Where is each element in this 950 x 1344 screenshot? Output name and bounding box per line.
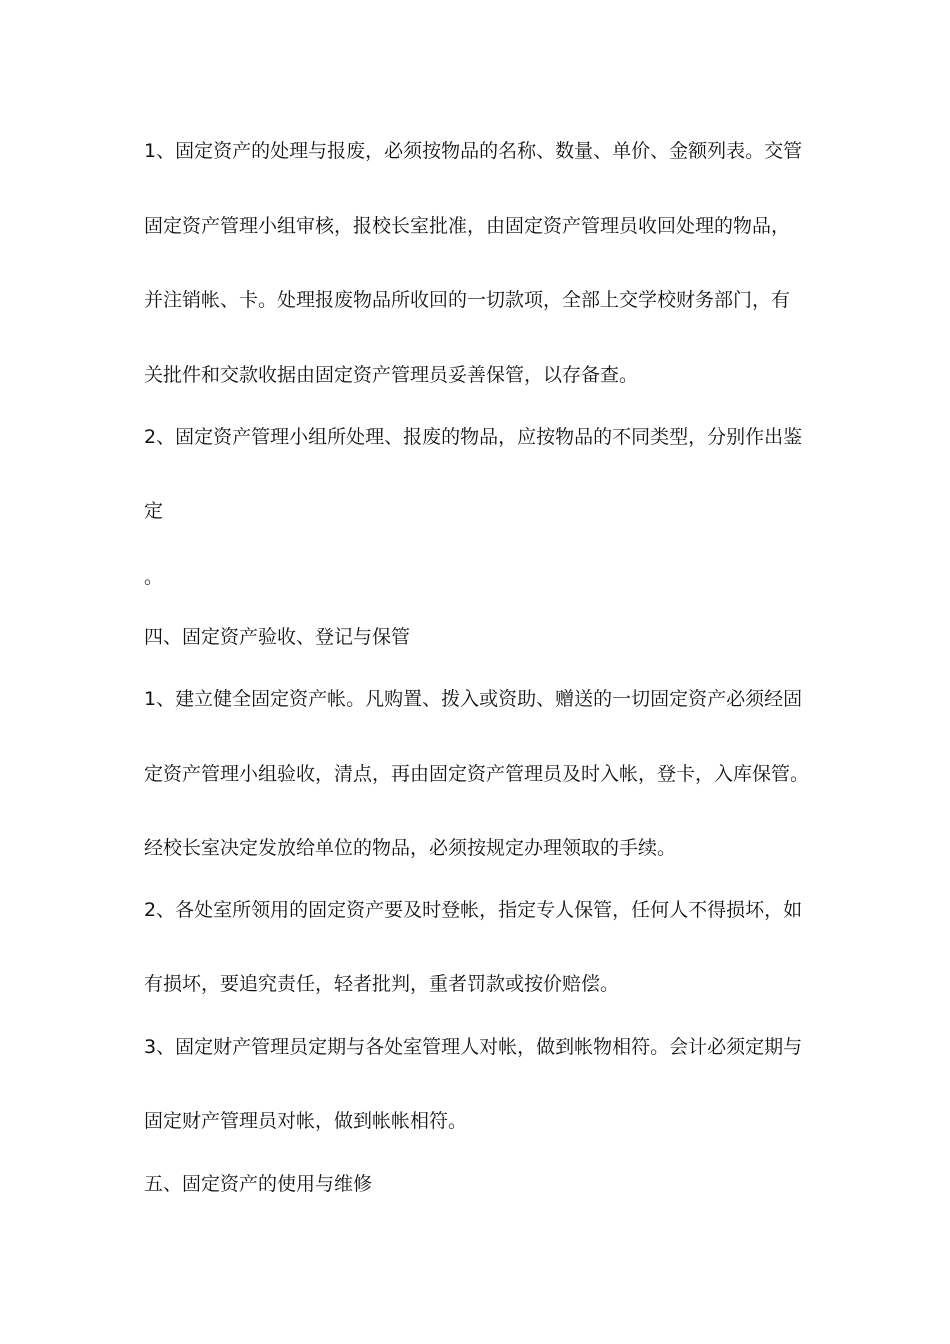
paragraph-line: 固定资产管理小组审核，报校长室批准，由固定资产管理员收回处理的物品， (144, 215, 791, 237)
paragraph-line: 并注销帐、卡。处理报废物品所收回的一切款项，全部上交学校财务部门，有 (144, 289, 791, 311)
paragraph-line: 2、固定资产管理小组所处理、报废的物品，应按物品的不同类型，分别作出鉴 (144, 426, 803, 448)
paragraph-line: 1、固定资产的处理与报废，必须按物品的名称、数量、单价、金额列表。交管 (144, 140, 803, 162)
paragraph-line: 3、固定财产管理员定期与各处室管理人对帐，做到帐物相符。会计必须定期与 (144, 1036, 803, 1058)
paragraph-line: 经校长室决定发放给单位的物品，必须按规定办理领取的手续。 (144, 837, 677, 859)
paragraph-line: 。 (144, 566, 164, 588)
section-heading: 四、固定资产验收、登记与保管 (144, 626, 411, 648)
section-heading: 五、固定资产的使用与维修 (144, 1173, 373, 1195)
paragraph-line: 固定财产管理员对帐，做到帐帐相符。 (144, 1110, 468, 1132)
paragraph-line: 有损坏，要追究责任，轻者批判，重者罚款或按价赔偿。 (144, 973, 620, 995)
paragraph-line: 关批件和交款收据由固定资产管理员妥善保管，以存备查。 (144, 364, 639, 386)
paragraph-line: 定 (144, 500, 164, 522)
paragraph-line: 1、建立健全固定资产帐。凡购置、拨入或资助、赠送的一切固定资产必须经固 (144, 688, 803, 710)
paragraph-line: 2、各处室所领用的固定资产要及时登帐，指定专人保管，任何人不得损坏，如 (144, 899, 803, 921)
paragraph-line: 定资产管理小组验收，清点，再由固定资产管理员及时入帐，登卡，入库保管。 (144, 763, 810, 785)
